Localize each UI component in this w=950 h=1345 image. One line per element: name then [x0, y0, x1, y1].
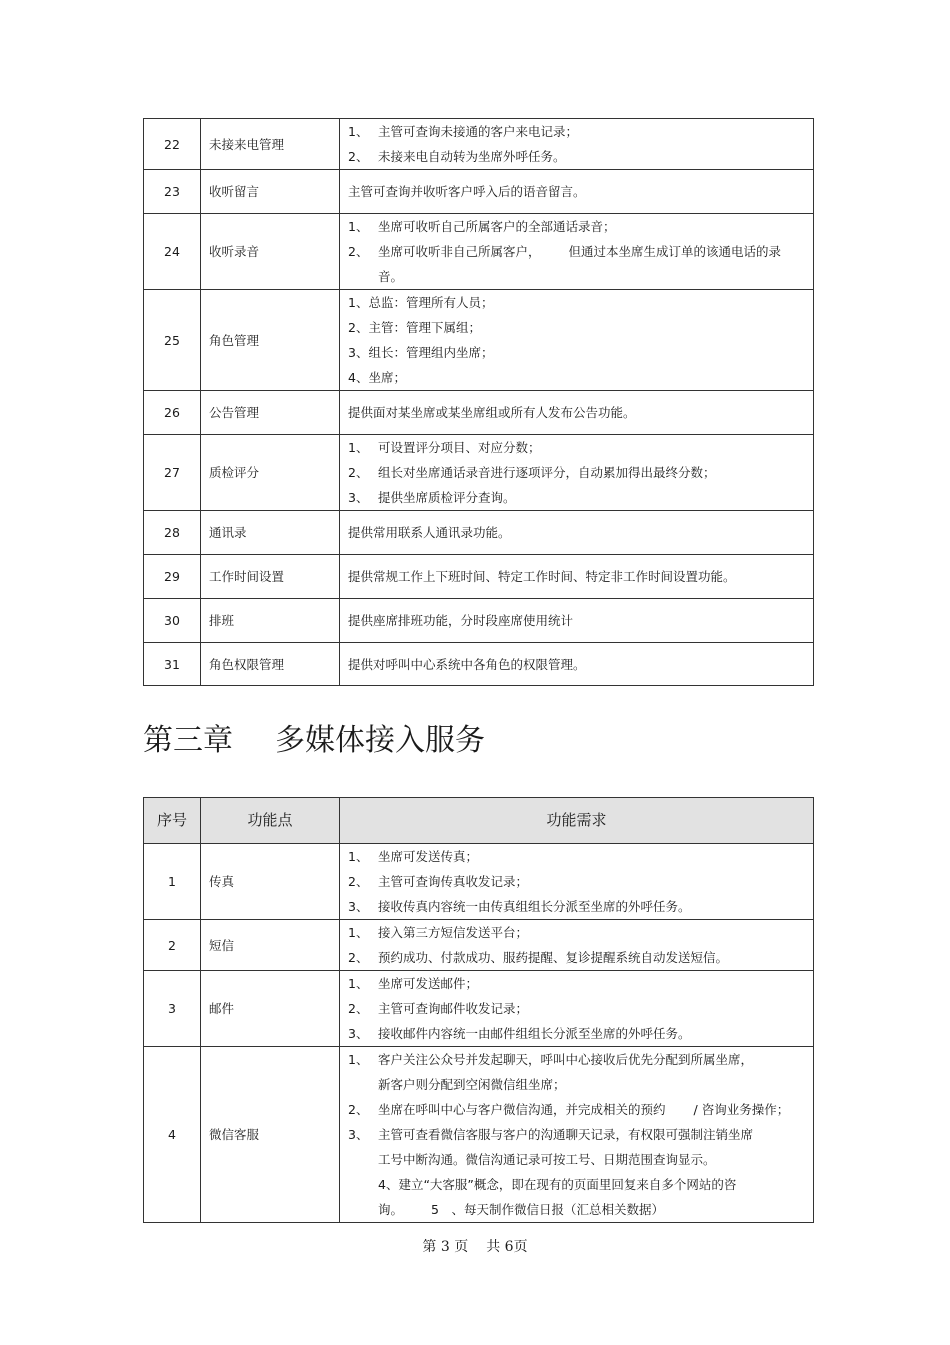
row-number: 29: [144, 555, 201, 599]
row-number: 24: [144, 214, 201, 290]
feature-name: 角色权限管理: [201, 643, 340, 686]
page-total: 共 6页: [486, 1239, 528, 1255]
requirement-cell: [340, 170, 814, 214]
requirement-line: [348, 144, 807, 169]
row-number: 1: [144, 844, 201, 920]
requirement-line: [348, 996, 807, 1021]
requirement-text-cont: / 咨询业务操作；: [693, 1102, 790, 1117]
requirement-line: [348, 290, 807, 315]
requirement-line: [348, 1172, 807, 1197]
row-number: 27: [144, 435, 201, 511]
feature-name: 收听录音: [201, 214, 340, 290]
table-row: [144, 555, 814, 599]
feature-name: 收听留言: [201, 170, 340, 214]
requirement-text: 坐席可发送传真；: [378, 849, 479, 864]
requirement-text: 客户关注公众号并发起聊天，呼叫中心接收后优先分配到所属坐席，: [378, 1052, 754, 1067]
page-footer: [0, 1236, 950, 1256]
table-row: [144, 920, 814, 971]
requirement-line: [348, 400, 807, 425]
list-marker: 3、: [348, 490, 369, 505]
requirement-text: 坐席可收听非自己所属客户，: [378, 244, 541, 259]
requirement-text: 工号中断沟通。微信沟通记录可按工号、日期范围查询显示。: [378, 1152, 716, 1167]
requirement-line: [348, 1197, 807, 1222]
requirement-line: [348, 608, 807, 633]
requirement-line: [348, 340, 807, 365]
requirement-text: 4、坐席；: [348, 370, 406, 385]
row-number: 30: [144, 599, 201, 643]
requirement-line: [348, 1021, 807, 1046]
requirement-line: [348, 119, 807, 144]
row-number: 23: [144, 170, 201, 214]
feature-name: 短信: [201, 920, 340, 971]
requirement-cell: [340, 435, 814, 511]
requirement-cell: [340, 214, 814, 290]
requirement-line: [348, 239, 807, 264]
requirement-line: [348, 520, 807, 545]
requirement-cell: [340, 844, 814, 920]
requirement-cell: [340, 391, 814, 435]
requirement-line: [348, 894, 807, 919]
list-marker: 1、: [348, 124, 369, 139]
row-number: 26: [144, 391, 201, 435]
requirement-text: 4、建立“大客服”概念，即在现有的页面里回复来自多个网站的咨: [378, 1177, 737, 1192]
table-row: [144, 971, 814, 1047]
requirement-line: [348, 214, 807, 239]
requirement-line: [348, 1122, 807, 1147]
requirement-line: [348, 971, 807, 996]
list-marker: 3、: [348, 1127, 369, 1142]
requirement-cell: [340, 643, 814, 686]
row-number: 22: [144, 119, 201, 170]
row-number: 28: [144, 511, 201, 555]
list-marker: 2、: [348, 465, 369, 480]
row-number: 31: [144, 643, 201, 686]
requirement-text: 3、组长：管理组内坐席；: [348, 345, 494, 360]
table-row: [144, 1047, 814, 1223]
requirement-text: 主管可查询未接通的客户来电记录；: [378, 124, 579, 139]
list-marker: 2、: [348, 244, 369, 259]
chapter-heading: [143, 718, 485, 764]
list-marker: 1、: [348, 849, 369, 864]
table-row: [144, 643, 814, 686]
multimedia-function-table: [143, 797, 814, 1223]
requirement-text: 接收传真内容统一由传真组组长分派至坐席的外呼任务。: [378, 899, 691, 914]
requirement-line: [348, 264, 807, 289]
requirement-line: [348, 652, 807, 677]
table-header-row: [144, 798, 814, 844]
table-row: [144, 844, 814, 920]
requirement-text: 预约成功、付款成功、服药提醒、复诊提醒系统自动发送短信。: [378, 950, 729, 965]
requirement-cell: [340, 599, 814, 643]
requirement-text: 坐席可发送邮件；: [378, 976, 479, 991]
requirement-cell: [340, 971, 814, 1047]
requirement-text: 提供常规工作上下班时间、特定工作时间、特定非工作时间设置功能。: [348, 569, 736, 584]
header-requirement: 功能需求: [340, 798, 814, 844]
requirement-line: [348, 460, 807, 485]
table-row: [144, 435, 814, 511]
feature-name: 通讯录: [201, 511, 340, 555]
row-number: 4: [144, 1047, 201, 1223]
chapter-title: 多媒体接入服务: [275, 723, 485, 758]
feature-name: 角色管理: [201, 290, 340, 391]
list-marker: 2、: [348, 149, 369, 164]
requirement-text: 提供常用联系人通讯录功能。: [348, 525, 511, 540]
requirement-text: 组长对坐席通话录音进行逐项评分，自动累加得出最终分数；: [378, 465, 716, 480]
list-marker: 3、: [348, 1026, 369, 1041]
header-feature: 功能点: [201, 798, 340, 844]
requirement-text: 提供对呼叫中心系统中各角色的权限管理。: [348, 656, 586, 672]
table-row: [144, 170, 814, 214]
requirement-text-cont: 但通过本坐席生成订单的该通电话的录: [568, 244, 782, 259]
list-marker: 2、: [348, 1001, 369, 1016]
requirement-text: 提供面对某坐席或某坐席组或所有人发布公告功能。: [348, 405, 636, 420]
requirement-text-cont: 5 、每天制作微信日报（汇总相关数据）: [431, 1202, 664, 1217]
requirement-line: [348, 365, 807, 390]
requirement-text: 未接来电自动转为坐席外呼任务。: [378, 149, 566, 164]
row-number: 25: [144, 290, 201, 391]
requirement-text: 主管可查询传真收发记录；: [378, 874, 529, 889]
requirement-text: 主管可查看微信客服与客户的沟通聊天记录，有权限可强制注销坐席: [378, 1127, 754, 1142]
table-row: [144, 599, 814, 643]
feature-name: 排班: [201, 599, 340, 643]
requirement-text: 主管可查询并收听客户呼入后的语音留言。: [348, 184, 586, 199]
list-marker: 2、: [348, 1102, 369, 1117]
requirement-text: 提供座席排班功能，分时段座席使用统计: [348, 613, 574, 628]
requirement-text: 主管可查询邮件收发记录；: [378, 1001, 529, 1016]
requirement-line: [348, 564, 807, 589]
requirement-line: [348, 1147, 807, 1172]
requirement-cell: [340, 555, 814, 599]
row-number: 2: [144, 920, 201, 971]
requirement-text: 2、主管：管理下属组；: [348, 320, 481, 335]
requirement-line: [348, 1097, 807, 1122]
requirement-text: 提供坐席质检评分查询。: [378, 490, 516, 505]
requirement-cell: [340, 290, 814, 391]
list-marker: 2、: [348, 874, 369, 889]
requirement-line: [348, 945, 807, 970]
requirement-text: 接收邮件内容统一由邮件组组长分派至坐席的外呼任务。: [378, 1026, 691, 1041]
requirement-cell: [340, 119, 814, 170]
page-number: 第 3 页: [422, 1239, 469, 1255]
list-marker: 1、: [348, 440, 369, 455]
requirement-line: [348, 1072, 807, 1097]
requirement-text: 音。: [378, 269, 404, 284]
requirement-line: [348, 869, 807, 894]
requirement-line: [348, 920, 807, 945]
chapter-label: 第三章: [143, 723, 233, 758]
feature-name: 公告管理: [201, 391, 340, 435]
requirement-text: 坐席可收听自己所属客户的全部通话录音；: [378, 219, 616, 234]
list-marker: 1、: [348, 219, 369, 234]
requirement-text: 可设置评分项目、对应分数；: [378, 440, 541, 455]
feature-name: 未接来电管理: [201, 119, 340, 170]
requirement-line: [348, 315, 807, 340]
table-row: [144, 214, 814, 290]
list-marker: 1、: [348, 925, 369, 940]
table-row: [144, 119, 814, 170]
feature-name: 微信客服: [201, 1047, 340, 1223]
list-marker: 3、: [348, 899, 369, 914]
requirement-text: 坐席在呼叫中心与客户微信沟通，并完成相关的预约: [378, 1102, 666, 1117]
requirement-cell: [340, 920, 814, 971]
requirement-text: 1、总监：管理所有人员；: [348, 295, 494, 310]
feature-name: 质检评分: [201, 435, 340, 511]
requirement-line: [348, 485, 807, 510]
table-row: [144, 290, 814, 391]
requirement-text: 接入第三方短信发送平台；: [378, 925, 529, 940]
feature-name: 邮件: [201, 971, 340, 1047]
table-row: [144, 391, 814, 435]
list-marker: 2、: [348, 950, 369, 965]
requirement-line: [348, 435, 807, 460]
list-marker: 1、: [348, 1052, 369, 1067]
table-row: [144, 511, 814, 555]
requirement-line: [348, 1047, 807, 1072]
header-seq: 序号: [144, 798, 201, 844]
requirement-text: 新客户则分配到空闲微信组坐席；: [378, 1077, 566, 1092]
function-table-continued: [143, 118, 814, 686]
requirement-cell: [340, 1047, 814, 1223]
row-number: 3: [144, 971, 201, 1047]
requirement-line: [348, 844, 807, 869]
feature-name: 工作时间设置: [201, 555, 340, 599]
feature-name: 传真: [201, 844, 340, 920]
requirement-text: 询。: [378, 1202, 404, 1217]
requirement-line: [348, 179, 807, 204]
requirement-cell: [340, 511, 814, 555]
list-marker: 1、: [348, 976, 369, 991]
